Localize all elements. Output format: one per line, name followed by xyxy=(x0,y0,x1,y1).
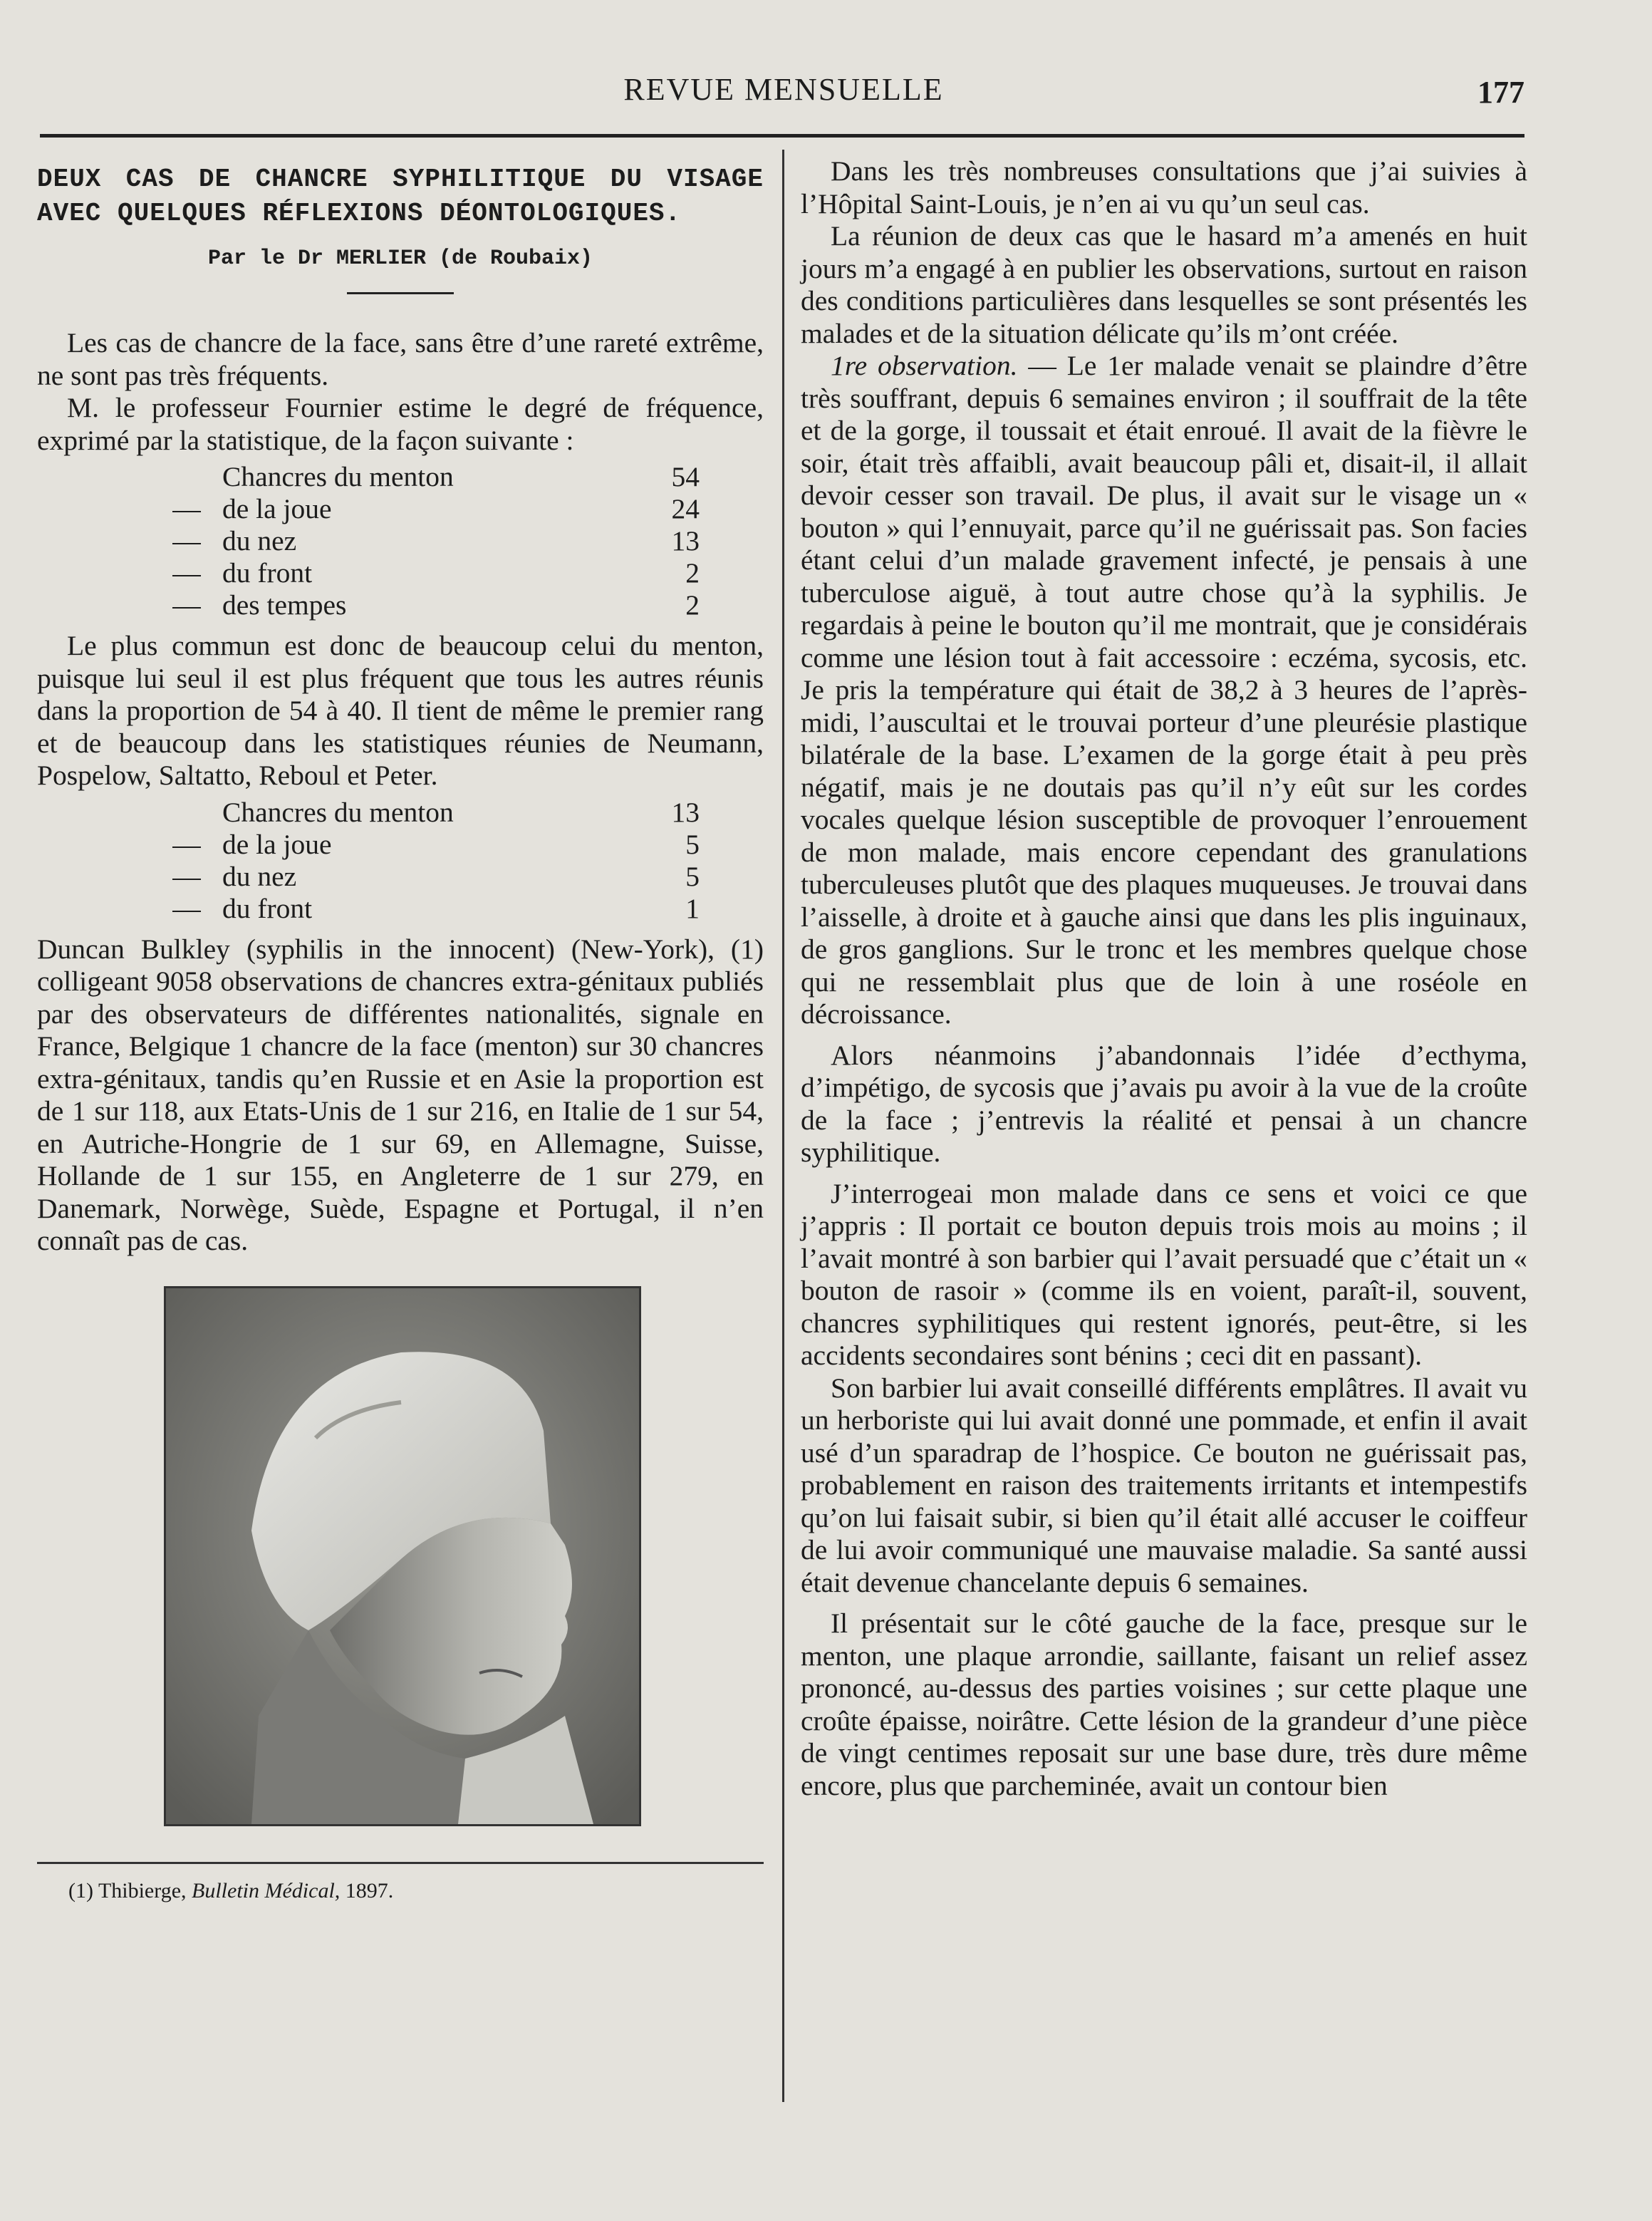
page-number: 177 xyxy=(1477,75,1524,110)
table-cell-value: 5 xyxy=(685,828,700,860)
table-row xyxy=(151,461,700,493)
paragraph: Alors néanmoins j’abandonnais l’idée d’ecthyma, d’impétigo, de sycosis que j’avais pu avoir à la vue de la croûte de la face ; j’entrevis la réalité et pensai à un chancre syphilitique. xyxy=(801,1039,1527,1168)
table-cell-value: 13 xyxy=(671,796,700,828)
paragraph: Les cas de chancre de la face, sans être d’une rareté extrême, ne sont pas très fréquents. xyxy=(37,327,764,391)
table-cell-label: des tempes xyxy=(222,589,347,621)
paragraph: M. le professeur Fournier estime le degré de fréquence, exprimé par la statistique, de la façon suivante : xyxy=(37,392,764,456)
article-byline: Par le Dr MERLIER (de Roubaix) xyxy=(207,247,593,271)
spacer xyxy=(801,1031,1527,1040)
statistics-table-fournier xyxy=(151,461,700,621)
table-row xyxy=(151,861,700,893)
table-cell-label: du front xyxy=(222,557,313,589)
table-cell-dash xyxy=(151,797,222,829)
table-row xyxy=(151,493,700,525)
table-cell-label: du front xyxy=(222,892,313,924)
table-cell-dash: — xyxy=(172,493,201,524)
table-cell-value: 2 xyxy=(685,557,700,589)
table-cell-dash: — xyxy=(172,892,201,924)
footnote-journal: Bulletin Médical, xyxy=(192,1878,341,1902)
table-row xyxy=(151,829,700,861)
right-column xyxy=(801,155,1527,1802)
table-cell-dash: — xyxy=(172,557,201,589)
table-cell-dash: — xyxy=(172,828,201,860)
header-rule xyxy=(40,134,1524,138)
paragraph: Son barbier lui avait conseillé différents emplâtres. Il avait vu un herboriste qui lui avait donné une pommade, et enfin il avait usé d’un sparadrap de l’hospice. Ce bouton ne guérissait pas, probablement en raison des traitements irritants et intempestifs qu’on lui faisait subir, si bien qu’il était allé accuser le coiffeur de lui avoir communiqué une mauvaise maladie. Sa santé aussi était devenue chancelante depuis 6 semaines. xyxy=(801,1372,1527,1598)
paragraph: Le plus commun est donc de beaucoup celui du menton, puisque lui seul il est plus fréquent que tous les autres réunis dans la proportion de 54 à 40. Il tient de même le premier rang et de beaucoup dans les statistiques réunies de Neumann, Pospelow, Saltatto, Reboul et Peter. xyxy=(37,630,764,791)
table-cell-label: Chancres du menton xyxy=(222,461,454,492)
table-cell-label: du nez xyxy=(222,860,297,892)
footnote-rule xyxy=(37,1862,764,1864)
table-cell-value: 2 xyxy=(685,589,700,621)
footnote xyxy=(68,1877,764,1905)
table-cell-dash: — xyxy=(172,589,201,621)
patient-photograph xyxy=(164,1286,641,1826)
paragraph-observation xyxy=(801,350,1527,1031)
table-cell-dash xyxy=(151,461,222,493)
paragraph: Dans les très nombreuses consultations que j’ai suivies à l’Hôpital Saint-Louis, je n’en ai vu qu’un seul cas. xyxy=(801,155,1527,219)
footnote-year: 1897. xyxy=(345,1878,394,1902)
article-title: DEUX CAS DE CHANCRE SYPHILITIQUE DU VISAGE AVEC QUELQUES RÉFLEXIONS DÉONTOLOGIQUES. xyxy=(37,165,764,228)
table-cell-value: 54 xyxy=(671,461,700,492)
table-cell-dash: — xyxy=(172,860,201,892)
table-cell-label: Chancres du menton xyxy=(222,796,454,828)
patient-photo-image xyxy=(166,1288,639,1824)
statistics-table-combined xyxy=(151,797,700,925)
paragraph: Il présentait sur le côté gauche de la face, presque sur le menton, une plaque arrondie, saillante, faisant un relief assez prononcé, au-dessus des parties voisines ; sur cette plaque une croûte épaisse, noirâtre. Cette lésion de la grandeur d’une pièce de vingt centimes reposait sur une base dure, très dure même encore, plus que parcheminée, avait un contour bien xyxy=(801,1607,1527,1801)
table-row xyxy=(151,893,700,925)
table-cell-value: 13 xyxy=(671,525,700,556)
table-cell-label: de la joue xyxy=(222,493,332,524)
paragraph: J’interrogeai mon malade dans ce sens et voici ce que j’appris : Il portait ce bouton depuis trois mois au moins ; il l’avait montré à son barbier qui l’avait persuadé que c’était un « bouton de rasoir » (comme ils en voient, paraît-il, souvent, chancres syphilitiques qui restent ignorés, peut-être, si les accidents secondaires sont bénins ; ceci dit en passant). xyxy=(801,1177,1527,1371)
table-cell-dash: — xyxy=(172,525,201,556)
table-row xyxy=(151,797,700,829)
paragraph: Duncan Bulkley (syphilis in the innocent) (New-York), (1) colligeant 9058 observations de chancres extra-génitaux publiés par des observateurs de différentes nationalités, signale en France, Belgique 1 chancre de la face (menton) sur 30 chancres extra-génitaux, tandis qu’en Russie et en Asie la proportion est de 1 sur 118, aux Etats-Unis de 1 sur 216, en Italie de 1 sur 54, en Autriche-Hongrie de 1 sur 69, en Allemagne, Suisse, Hollande de 1 sur 155, en Angleterre de 1 sur 279, en Danemark, Norwège, Suède, Espagne et Portugal, il n’en connaît pas de cas. xyxy=(37,933,764,1256)
running-head: REVUE MENSUELLE xyxy=(623,72,944,107)
spacer xyxy=(801,1169,1527,1178)
table-cell-value: 24 xyxy=(671,493,700,524)
table-cell-value: 1 xyxy=(685,892,700,924)
table-cell-label: du nez xyxy=(222,525,297,556)
column-divider xyxy=(782,150,784,2102)
page-header xyxy=(43,71,1524,121)
table-row xyxy=(151,589,700,621)
observation-text: — Le 1er malade venait se plaindre d’être très souffrant, depuis 6 semaines environ ; il souffrait de la tête et de la gorge, il toussait et était enroué. Il avait de la fièvre le soir, était très affaibli, avait beaucoup pâli et, disait-il, il allait devoir cesser son travail. De plus, il avait sur le visage un « bouton » qui l’ennuyait, parce qu’il ne guérissait pas. Son facies étant celui d’un malade gravement infecté, je pensais à une tuberculose aiguë, à tout autre chose qu’à la syphilis. Je regardais à peine le bouton qu’il me montrait, que je considérais comme une lésion tout à fait accessoire : eczéma, sycosis, etc. Je pris la température qui était de 38,2 à 3 heures de l’après-midi, l’auscultai et le trouvai porteur d’une pleurésie plastique bilatérale de la base. L’examen de la gorge était à peu près négatif, mais je ne doutais pas qu’il n’y eût sur les cordes vocales quelque lésion susceptible de provoquer l’enrouement de mon malade, mais encore cependant des granulations tuberculeuses plutôt que des plaques muqueuses. Je trouvai dans l’aisselle, à droite et à gauche ainsi que dans les plis inguinaux, de gros ganglions. Sur le tronc et les membres quelque chose qui ne ressemblait plus que de loin à une roséole en décroissance. xyxy=(801,350,1527,1030)
table-row xyxy=(151,525,700,557)
footnote-prefix: (1) Thibierge, xyxy=(68,1878,187,1902)
table-row xyxy=(151,557,700,589)
left-column xyxy=(37,155,764,1905)
spacer xyxy=(801,1599,1527,1607)
table-cell-label: de la joue xyxy=(222,828,332,860)
paragraph: La réunion de deux cas que le hasard m’a amenés en huit jours m’a engagé à en publier les observations, surtout en raison des conditions particulières dans lesquelles se sont présentés les malades et de la situation délicate qu’ils m’ont créée. xyxy=(801,220,1527,349)
title-separator xyxy=(347,292,454,294)
table-cell-value: 5 xyxy=(685,860,700,892)
observation-heading: 1re observation. xyxy=(831,350,1018,381)
